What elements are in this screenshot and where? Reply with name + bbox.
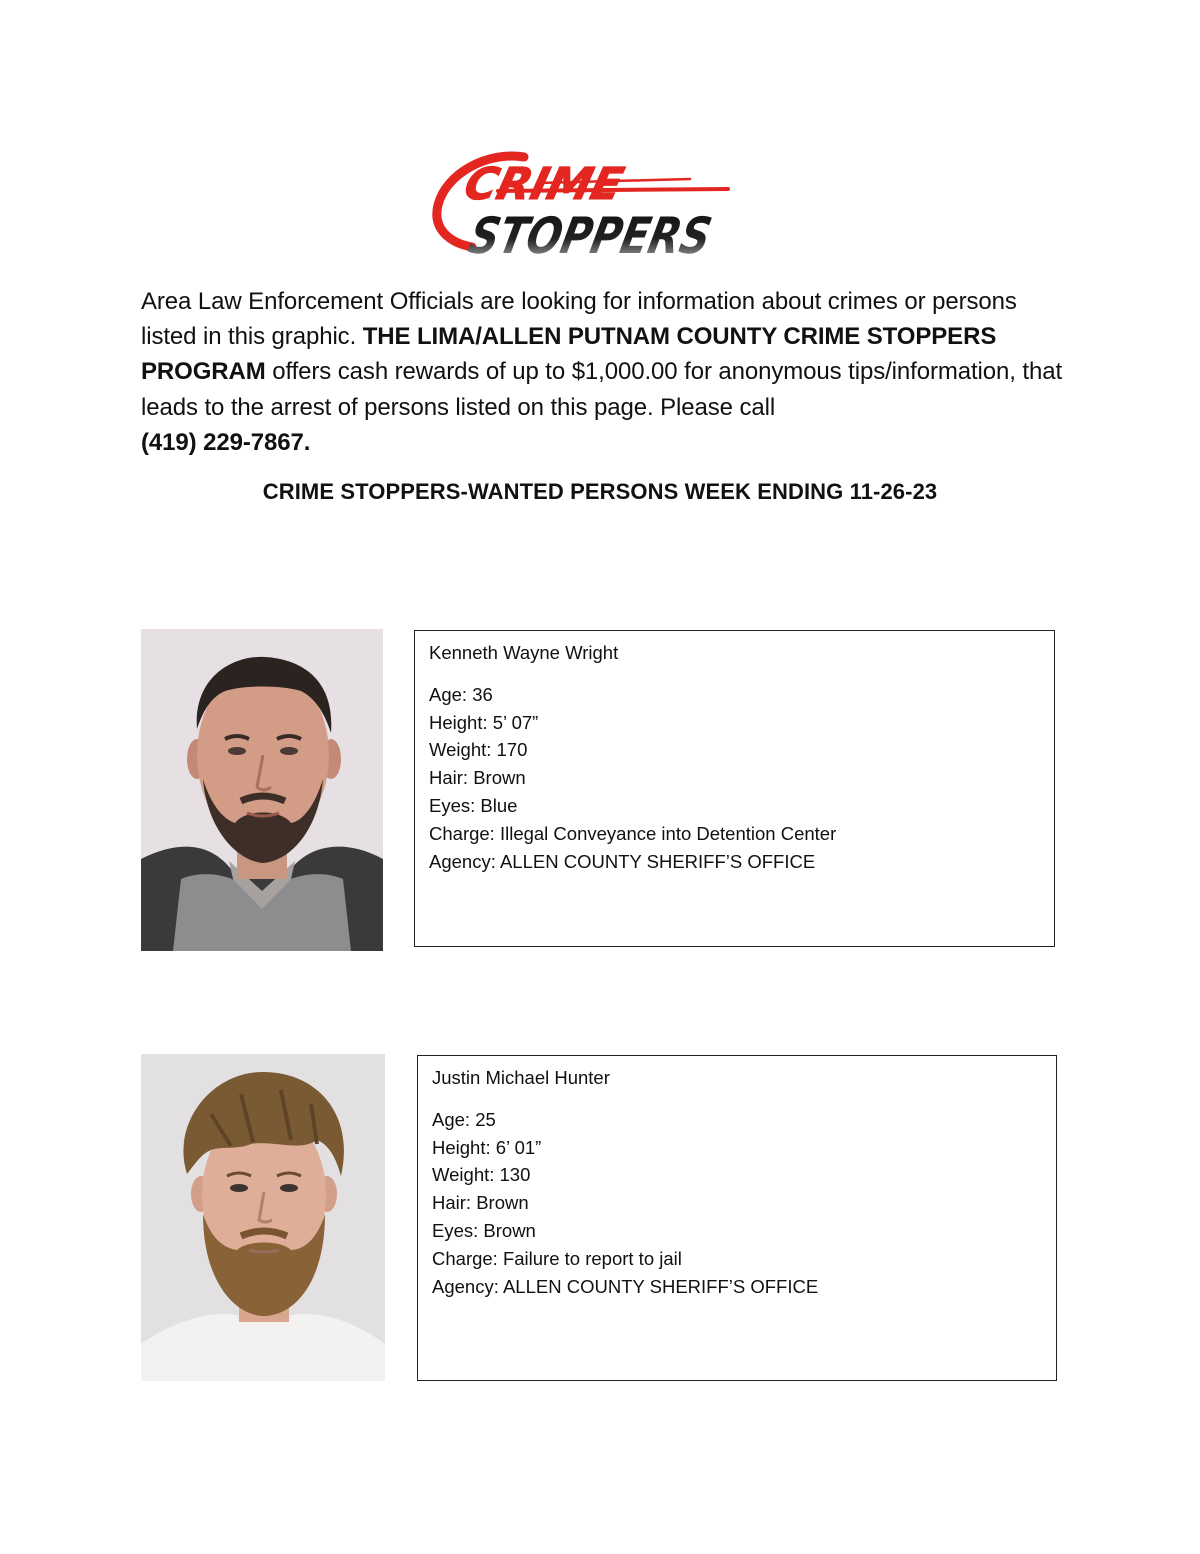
logo-stoppers-text: STOPPERS (464, 206, 772, 265)
person-weight: Weight: 130 (432, 1164, 531, 1186)
person-charge: Charge: Illegal Conveyance into Detention Center (429, 822, 837, 844)
page-title: CRIME STOPPERS-WANTED PERSONS WEEK ENDING 11-26-23 (262, 479, 938, 504)
person-weight: Weight: 170 (429, 739, 528, 761)
tip-phone-number: (419) 229-7867. (141, 428, 311, 456)
mugshot-photo-1 (141, 629, 383, 951)
person-age: Age: 25 (432, 1108, 496, 1130)
crime-stoppers-logo (428, 143, 772, 265)
person-height: Height: 5’ 07” (429, 711, 539, 733)
person-agency: Agency: ALLEN COUNTY SHERIFF’S OFFICE (429, 850, 816, 872)
person-name: Kenneth Wayne Wright (429, 642, 619, 663)
intro-text-1: Area Law Enforcement Officials are looking for information about crimes or persons listed in this graphic. (141, 288, 1017, 351)
intro-text-2: offers cash rewards of up to $1,000.00 for anonymous tips/information, that leads to the arrest of persons listed on this page. Please call (141, 358, 1063, 421)
logo-crime-text: CRIME (459, 158, 629, 210)
person-age: Age: 36 (429, 683, 493, 705)
person-charge: Charge: Failure to report to jail (432, 1247, 682, 1269)
person-info-box-1 (414, 630, 1055, 947)
person-eyes: Eyes: Blue (429, 794, 518, 816)
person-name: Justin Michael Hunter (432, 1067, 610, 1088)
person-agency: Agency: ALLEN COUNTY SHERIFF’S OFFICE (432, 1275, 819, 1297)
intro-paragraph (141, 284, 1071, 460)
program-name: THE LIMA/ALLEN PUTNAM COUNTY CRIME STOPPERS PROGRAM (141, 323, 997, 386)
person-hair: Hair: Brown (432, 1192, 529, 1214)
person-eyes: Eyes: Brown (432, 1219, 536, 1241)
mugshot-photo-2 (141, 1054, 385, 1381)
person-hair: Hair: Brown (429, 767, 526, 789)
person-height: Height: 6’ 01” (432, 1136, 542, 1158)
person-info-box-2 (417, 1055, 1057, 1381)
